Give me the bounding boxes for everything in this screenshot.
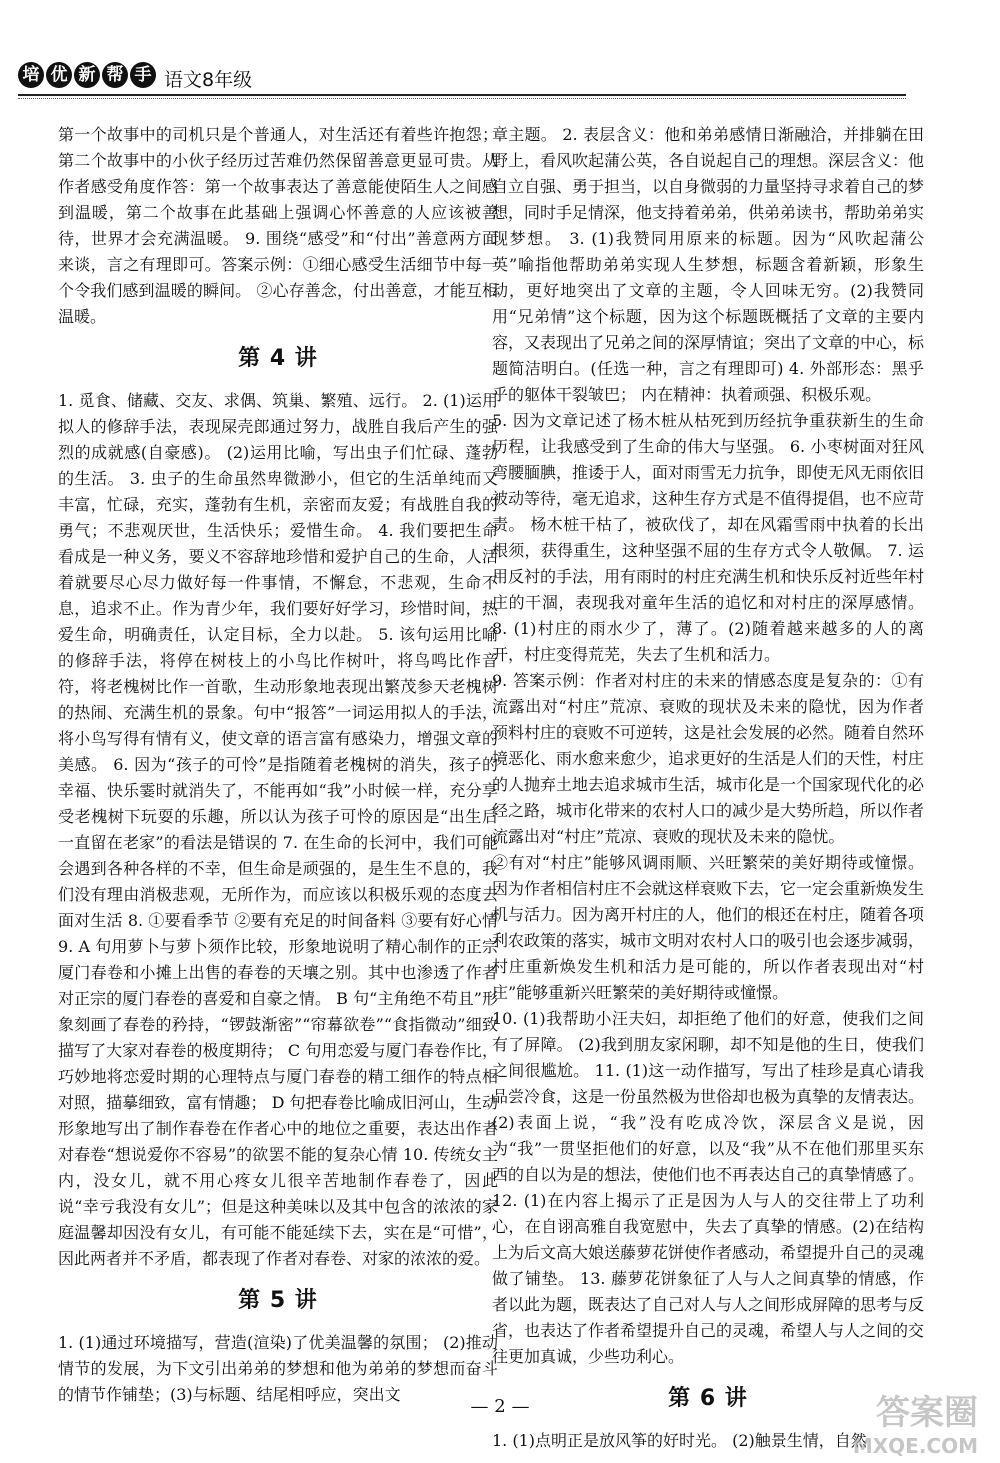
page-header <box>18 62 908 92</box>
logo-char: 手 <box>130 62 156 88</box>
answer-paragraph: 1. 觅食、储藏、交友、求偶、筑巢、繁殖、远行。 2. (1)运用拟人的修辞手法，表现屎壳郎通过努力，战胜自我后产生的强烈的成就感(自豪感)。 (2)运用比喻，写出虫子们忙碌、蓬勃的生活。 3. 虫子的生命虽然卑微渺小，但它的生活单纯而又丰富，忙碌，充实，蓬勃有生机，亲密而友爱；有战胜自我的勇气；不悲观厌世，生活快乐；爱惜生命。 4. 我们要把生命看成是一种义务，要义不容辞地珍惜和爱护自己的生命，人活着就要尽心尽力做好每一件事情，不懈怠，不悲观，生命不息，追求不止。作为青少年，我们要好好学习，珍惜时间，热爱生命，明确责任，认定目标，全力以赴。 5. 该句运用比喻的修辞手法，将停在树枝上的小鸟比作树叶，将鸟鸣比作音符，将老槐树比作一首歌，生动形象地表现出繁茂参天老槐树的热闹、充满生机的景象。句中“报答”一词运用拟人的手法，将小鸟写得有情有义，使文章的语言富有感染力，增强文章的美感。 6. 因为“孩子的可怜”是指随着老槐树的消失，孩子的幸福、快乐霎时就消失了，不能再如“我”小时候一样，充分享受老槐树下玩耍的乐趣，所以认为孩子可怜的原因是“出生后一直留在老家”的看法是错误的 7. 在生命的长河中，我们可能会遇到各种各样的不幸，但生命是顽强的，是生生不息的，我们没有理由消极悲观，无所作为，而应该以积极乐观的态度去面对生活 8. ①要看季节 ②要有充足的时间备料 ③要有好心情 9. A 句用萝卜与萝卜须作比较，形象地说明了精心制作的正宗厦门春卷和小摊上出售的春卷的天壤之别。其中也渗透了作者对正宗的厦门春卷的喜爱和自豪之情。 B 句“主角绝不苟且”形象刻画了春卷的矜持，“锣鼓渐密”“帘幕欲卷”“食指微动”细致描写了大家对春卷的极度期待； C 句用恋爱与厦门春卷作比，巧妙地将恋爱时期的心理特点与厦门春卷的精工细作的特点相对照，描摹细致，富有情趣； D 句把春卷比喻成旧河山，生动形象地写出了制作春卷在作者心中的地位之重要，表达出作者对春卷“想说爱你不容易”的欲罢不能的复杂心情 10. 传统女主内，没女儿，就不用心疼女儿很辛苦地制作春卷了，因此说“幸亏我没有女儿”；但是这种美味以及其中包含的浓浓的家庭温馨却因没有女儿，有可能不能延续下去，实在是“可惜”，因此两者并不矛盾，都表现了作者对春卷、对家的浓浓的爱。 <box>58 391 498 1268</box>
left-column <box>58 122 498 1408</box>
lecture-heading-4: 第 4 讲 <box>238 346 318 371</box>
subject-grade: 语文8年级 <box>164 69 253 91</box>
lecture-heading-6: 第 6 讲 <box>668 1386 748 1411</box>
logo-char: 帮 <box>102 62 128 88</box>
answer-paragraph: 章主题。 2. 表层含义：他和弟弟感情日渐融洽，并排躺在田野上，看风吹起蒲公英，各自说起自己的理想。深层含义：他自立自强、勇于担当，以自身微弱的力量坚持寻求着自己的梦想，同时手足情深，他支持着弟弟，供弟弟读书，帮助弟弟实现梦想。 3. (1)我赞同用原来的标题。因为“风吹起蒲公英”喻指他帮助弟弟实现人生梦想，标题含着新颖，形象生动，更好地突出了文章的主题，令人回味无穷。(2)我赞同用“兄弟情”这个标题，因为这个标题既概括了文章的主要内容，又表现出了兄弟之间的深厚情谊；突出了文章的中心，标题简洁明白。(任选一种，言之有理即可) 4. 外部形态：黑乎乎的躯体干裂皱巴； 内在精神：执着顽强、积极乐观。 <box>492 125 925 404</box>
watermark-text: 答案圈 <box>876 1393 978 1433</box>
watermark-url: MXQE.COM <box>852 1434 978 1458</box>
answer-paragraph: 第一个故事中的司机只是个普通人，对生活还有着些许抱怨；第二个故事中的小伙子经历过苦难仍然保留善意更显可贵。从作者感受角度作答：第一个故事表达了善意能使陌生人之间感到温暖，第二个故事在此基础上强调心怀善意的人应该被善待，世界才会充满温暖。 9. 围绕“感受”和“付出”善意两方面来谈，言之有理即可。答案示例：①细心感受生活细节中每一个令我们感到温暖的瞬间。 ②心存善念，付出善意，才能互相温暖。 <box>58 125 498 326</box>
page-number: — 2 — <box>470 1396 530 1417</box>
header-rule <box>18 94 906 96</box>
header-dotted-rule <box>18 98 906 99</box>
answer-paragraph: 1. (1)点明正是放风筝的好时光。 (2)触景生情，自然 <box>492 1431 867 1450</box>
answer-paragraph: 9. 答案示例：作者对村庄的未来的情感态度是复杂的：①有流露出对“村庄”荒凉、衰败的现状及未来的隐忧，因为作者预料村庄的衰败不可逆转，这是社会发展的必然。随着自然环境恶化、雨水愈来愈少，追求更好的生活是人们的天性，村庄的人抛弃土地去追求城市生活，城市化是一个国家现代化的必经之路，城市化带来的农村人口的减少是大势所趋，所以作者流露出对“村庄”荒凉、衰败的现状及未来的隐忧。 <box>492 671 925 846</box>
watermark-logo <box>818 1385 978 1458</box>
logo-char: 培 <box>18 62 44 88</box>
answer-paragraph: 10. (1)我帮助小汪夫妇，却拒绝了他们的好意，使我们之间有了屏障。 (2)我到朋友家闲聊，却不知是他的生日，使我们之间很尴尬。 11. (1)这一动作描写，写出了桂珍是真心请我品尝冷食，这是一份虽然极为世俗却也极为真挚的友情表达。(2)表面上说，“我”没有吃成冷饮，深层含义是说，因为“我”一贯坚拒他们的好意，以及“我”从不在他们那里买东西的自以为是的想法，使他们也不再表达自己的真挚情感了。 12. (1)在内容上揭示了正是因为人与人的交往带上了功利心，在自诩高雅自我宽慰中，失去了真挚的情感。(2)在结构上为后文高大娘送藤萝花饼使作者感动，希望提升自己的灵魂做了铺垫。 13. 藤萝花饼象征了人与人之间真挚的情感，作者以此为题，既表达了自己对人与人之间形成屏障的思考与反省，也表达了作者希望提升自己的灵魂，希望人与人之间的交往更加真诚，少些功利心。 <box>492 1009 925 1366</box>
logo-char: 优 <box>46 62 72 88</box>
right-column <box>492 122 924 1454</box>
answer-paragraph: ②有对“村庄”能够风调雨顺、兴旺繁荣的美好期待或憧憬。因为作者相信村庄不会就这样衰败下去，它一定会重新焕发生机与活力。因为离开村庄的人，他们的根还在村庄，随着各项利农政策的落实，城市文明对农村人口的吸引也会逐步减弱，村庄重新焕发生机和活力是可能的，所以作者表现出对“村庄”能够重新兴旺繁荣的美好期待或憧憬。 <box>492 853 925 1002</box>
answer-paragraph: 5. 因为文章记述了杨木桩从枯死到历经抗争重获新生的生命历程，让我感受到了生命的伟大与坚强。 6. 小枣树面对狂风弯腰腼腆，推诿于人，面对雨雪无力抗争，即使无风无雨依旧被动等待，毫无追求，这种生存方式是不值得提倡，也不应苛责。 杨木桩干枯了，被砍伐了，却在风霜雪雨中执着的长出根须，获得重生，这种坚强不屈的生存方式令人敬佩。 7. 运用反衬的手法，用有雨时的村庄充满生机和快乐反衬近些年村庄的干涸，表现我对童年生活的追忆和对村庄的深厚感情。 8. (1)村庄的雨水少了，薄了。(2)随着越来越多的人的离开，村庄变得荒芜，失去了生机和活力。 <box>492 411 925 664</box>
answer-paragraph: 1. (1)通过环境描写，营造(渲染)了优美温馨的氛围； (2)推动情节的发展，为下文引出弟弟的梦想和他为弟弟的梦想而奋斗的情节作铺垫；(3)与标题、结尾相呼应，突出文 <box>58 1333 498 1404</box>
series-logo <box>18 62 156 88</box>
logo-char: 新 <box>74 62 100 88</box>
lecture-heading-5: 第 5 讲 <box>238 1288 318 1313</box>
